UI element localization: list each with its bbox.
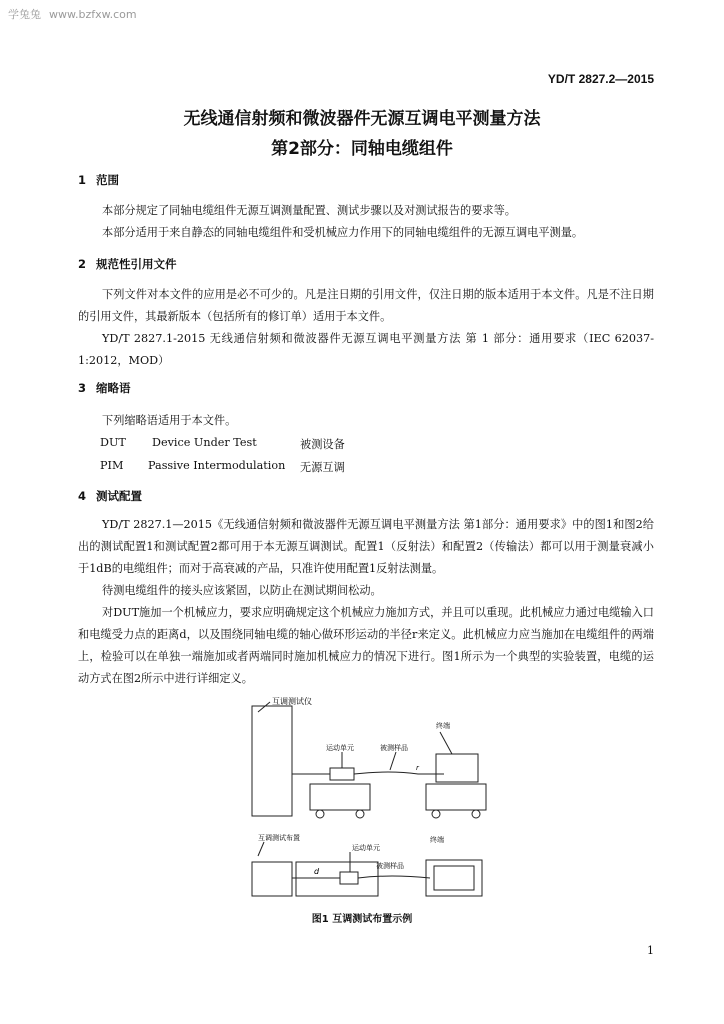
section-3-intro: 下列缩略语适用于本文件。 [102,414,237,427]
label-motion-unit-bottom: 运动单元 [352,844,380,852]
abbreviation-chinese: 无源互调 [300,461,345,474]
pim-tester-cabinet [252,706,292,816]
document-title-line1: 无线通信射频和微波器件无源互调电平测量方法 [183,109,541,129]
section-3-title: 缩略语 [96,381,131,395]
section-4-paragraph-1: YD/T 2827.1—2015《无线通信射频和微波器件无源互调电平测量方法 第1部分：通用要求》中的图1和图2给出的测试配置1和测试配置2都可用于本无源互调测试。配置1（反射法）和配置2（传输法）都可以用于测量衰减小于1dB的电缆组件；而对于高衰减的产品，只准许使用配置1反射法测量。 [78,518,654,575]
label-motion-unit-top: 运动单元 [326,744,354,752]
section-2-heading [78,256,177,272]
page-number: 1 [647,944,654,957]
watermark-site-name: 学兔兔 [8,8,41,21]
label-r: r [416,764,419,772]
watermark [8,6,145,22]
abbreviation-english: Passive Intermodulation [148,459,286,472]
motion-cart-top [310,784,370,810]
terminal-top-leader [440,732,452,754]
section-4-heading [78,488,142,504]
section-4-paragraph-3: 对DUT施加一个机械应力，要求应明确规定这个机械应力施加方式，并且可以重现。此机械应力通过电缆输入口和电缆受力点的距离d，以及围绕同轴电缆的轴心做环形运动的半径r来定义。此机械应力应当施加在电缆组件的两端上，检验可以在单独一端施加或者两端同时施加机械应力的情况下进行。图1所示为一个典型的实验装置，电缆的运动方式在图2所示中进行详细定义。 [78,606,654,685]
section-4-number: 4 [78,489,87,503]
section-2-title: 规范性引用文件 [96,257,177,271]
pim-tester-leader [258,702,270,712]
label-d: d [314,867,320,876]
sample-top-leader [390,752,396,770]
abbreviation-code: DUT [100,436,126,449]
motion-unit-bottom [340,872,358,884]
terminal-wheel-right [472,810,480,818]
section-2-paragraph-2: YD/T 2827.1-2015 无线通信射频和微波器件无源互调电平测量方法 第 1 部分：通用要求（IEC 62037-1:2012，MOD） [78,332,654,367]
cart-wheel-right [356,810,364,818]
abbreviation-english: Device Under Test [152,436,257,449]
label-terminal-bottom: 终端 [430,836,444,844]
label-sample-bottom: 被测样品 [376,862,404,870]
section-2-paragraph-1: 下列文件对本文件的应用是必不可少的。凡是注日期的引用文件，仅注日期的版本适用于本文件。凡是不注日期的引用文件，其最新版本（包括所有的修订单）适用于本文件。 [78,288,654,323]
section-4-paragraph-2: 待测电缆组件的接头应该紧固，以防止在测试期间松动。 [102,584,382,597]
section-2-number: 2 [78,257,87,271]
document-title-line2: 第2部分：同轴电缆组件 [271,139,453,159]
label-sample-top: 被测样品 [380,744,408,752]
label-pim-tester: 互调测试仪 [272,697,312,706]
cart-wheel-left [316,810,324,818]
section-1-paragraph-1: 本部分规定了同轴电缆组件无源互调测量配置、测试步骤以及对测试报告的要求等。 [102,204,516,217]
terminal-cart-top [426,784,486,810]
section-1-title: 范围 [96,173,119,187]
cable-top-right [354,772,444,774]
layout-leader [258,842,264,856]
watermark-site-url: www.bzfxw.com [49,8,137,21]
abbreviation-chinese: 被测设备 [300,438,345,451]
pim-tester-bottom [252,862,292,896]
label-terminal-top: 终端 [436,722,450,730]
abbreviation-code: PIM [100,459,124,472]
section-3-heading [78,380,131,396]
figure-1-caption: 图1 互调测试布置示例 [311,914,413,925]
label-layout: 互调测试布置 [258,834,300,842]
terminal-top-box [436,754,478,782]
section-3-number: 3 [78,381,87,395]
section-1-number: 1 [78,173,87,187]
terminal-wheel-left [432,810,440,818]
figure-1-diagram [240,692,490,904]
section-1-paragraph-2: 本部分适用于来自静态的同轴电缆组件和受机械应力作用下的同轴电缆组件的无源互调电平测量。 [102,226,584,239]
section-4-title: 测试配置 [96,489,142,503]
standard-number: YD/T 2827.2—2015 [547,72,654,86]
section-1-heading [78,172,119,188]
motion-track-bottom [296,862,378,896]
terminal-bottom-inner [434,866,474,890]
motion-unit-top [330,768,354,780]
